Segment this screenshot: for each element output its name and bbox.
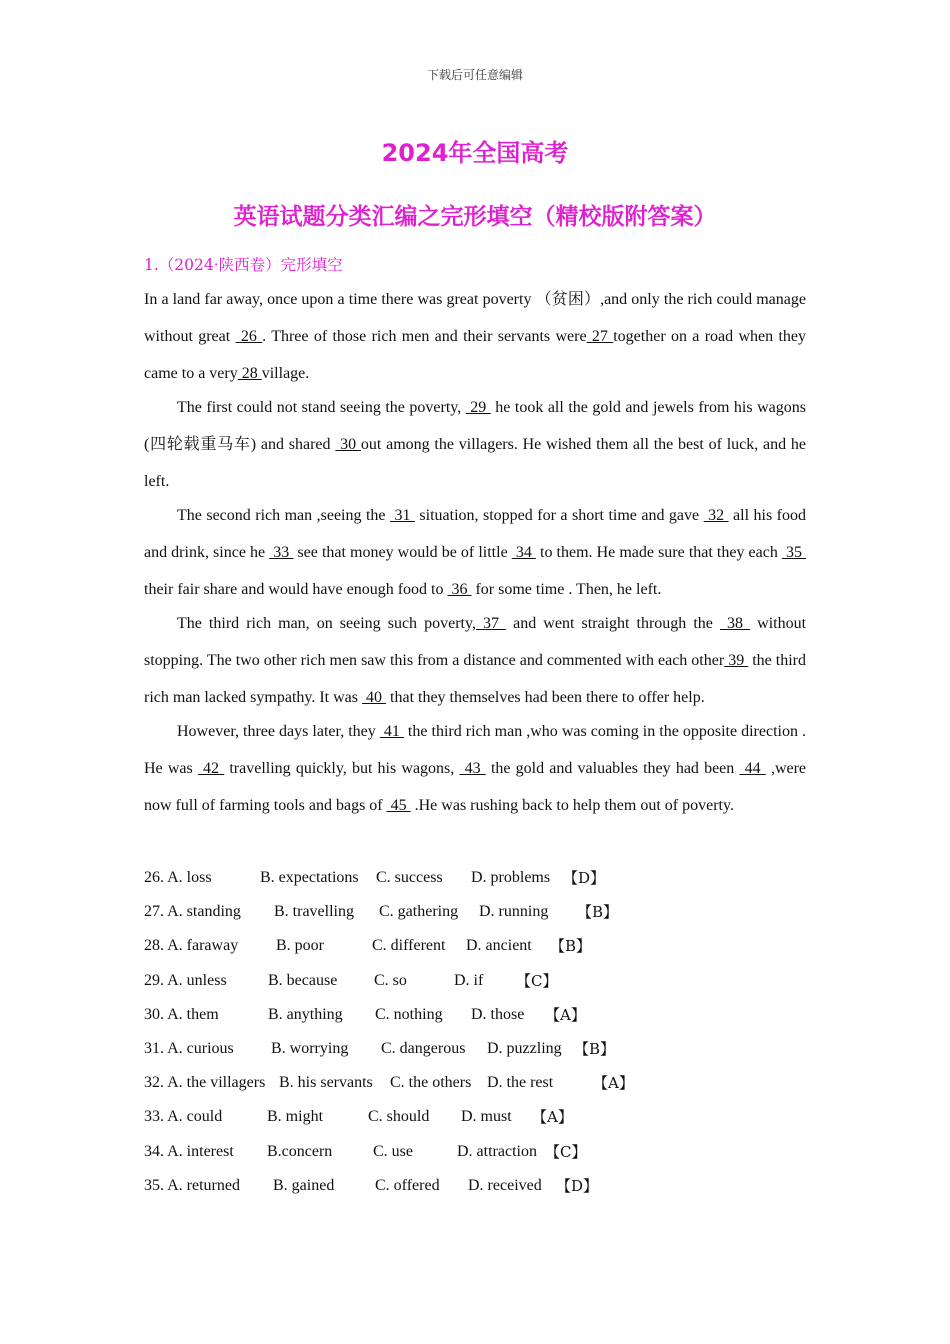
passage-paragraph [144, 389, 806, 500]
option-b: B. expectations [260, 869, 359, 886]
option-c: C. dangerous [381, 1039, 466, 1057]
passage-text: to them. He made sure that they each [535, 544, 782, 561]
answer-key: 【B】 [574, 1039, 616, 1058]
option-a: 34. A. interest [144, 1142, 234, 1160]
blank-number: 34 [511, 544, 536, 561]
option-c: C. so [374, 971, 407, 989]
passage-paragraph [144, 281, 806, 392]
option-d: D. problems [471, 869, 551, 886]
option-a: 31. A. curious [144, 1039, 234, 1057]
option-a: 30. A. them [144, 1005, 219, 1023]
option-c: C. offered [375, 1176, 440, 1194]
blank-number: 26 [235, 328, 263, 345]
option-c: C. gathering [379, 903, 459, 921]
answer-key: 【B】 [550, 937, 592, 956]
section-heading: 1.（2024·陕西卷）完形填空 [144, 256, 343, 274]
passage-text: he took all the gold and jewels from his wagons (四轮载重马车) and shared [144, 399, 806, 453]
option-b: B. his servants [279, 1074, 373, 1092]
option-d: D. attraction [457, 1142, 537, 1160]
option-row [144, 998, 844, 1032]
option-b: B. anything [268, 1005, 343, 1023]
answer-key: 【C】 [545, 1142, 587, 1161]
option-a: 32. A. the villagers [144, 1074, 266, 1092]
passage-text: the third rich man ,who was coming in the opposite direction . He was [144, 723, 807, 777]
blank-number: 28 [237, 365, 262, 382]
option-a: 26. A. loss [144, 869, 212, 886]
blank-number: 43 [459, 760, 486, 777]
option-d: D. those [471, 1005, 525, 1023]
blank-number: 38 [719, 615, 751, 632]
option-d: D. must [461, 1108, 512, 1126]
passage-text: However, three days later, they [177, 723, 380, 740]
option-b: B. because [268, 971, 338, 989]
option-c: C. different [372, 937, 446, 955]
option-b: B. gained [273, 1176, 335, 1194]
option-c: C. should [368, 1108, 430, 1126]
option-row [144, 1135, 844, 1169]
passage-text: the third rich man lacked sympathy. It was [144, 652, 807, 706]
passage-text: for some time . Then, he left. [471, 581, 662, 598]
passage-text: together on a road when they came to a very [144, 328, 807, 382]
passage-text: out among the villagers. He wished them all the best of luck, and he left. [144, 436, 806, 490]
option-a: 28. A. faraway [144, 937, 239, 955]
answer-key: 【C】 [516, 971, 558, 990]
option-c: C. nothing [375, 1005, 443, 1023]
option-a: 29. A. unless [144, 971, 227, 989]
passage-paragraph [144, 497, 806, 608]
answer-key: 【A】 [593, 1074, 634, 1093]
passage-text: that they themselves had been there to offer help. [386, 689, 705, 706]
option-row [144, 1169, 844, 1203]
blank-number: 35 [781, 544, 807, 561]
option-a: 33. A. could [144, 1108, 223, 1126]
blank-number: 44 [739, 760, 766, 777]
passage-text: see that money would be of little [293, 544, 512, 561]
passage-text: In a land far away, once upon a time there was great poverty （贫困）,and only the rich could manage without great [144, 291, 806, 345]
passage-text: The first could not stand seeing the poverty, [177, 399, 466, 416]
passage-text: and went straight through the [506, 615, 720, 632]
passage-paragraph [144, 605, 806, 716]
blank-number: 30 [335, 436, 361, 453]
blank-number: 37 [475, 615, 507, 632]
option-d: D. ancient [466, 937, 532, 955]
blank-number: 33 [269, 544, 294, 561]
option-d: D. running [479, 903, 549, 921]
option-a: 27. A. standing [144, 903, 241, 921]
option-d: D. if [454, 971, 484, 989]
passage-text: all his food and drink, since he [144, 507, 806, 561]
answer-key: 【A】 [532, 1108, 573, 1127]
passage-text: their fair share and would have enough food to [144, 581, 448, 598]
passage-text: The second rich man ,seeing the [177, 507, 390, 524]
passage-text: the gold and valuables they had been [485, 760, 740, 777]
option-row [144, 1032, 844, 1066]
blank-number: 42 [197, 760, 225, 777]
blank-number: 32 [703, 507, 729, 524]
blank-number: 31 [390, 507, 415, 524]
document-title: 2024年全国高考 [381, 139, 569, 167]
passage-text: .He was rushing back to help them out of poverty. [410, 797, 734, 814]
option-b: B. might [267, 1108, 324, 1126]
option-c: C. the others [390, 1074, 472, 1092]
answer-key: 【D】 [563, 869, 606, 887]
blank-number: 29 [465, 399, 491, 416]
blank-number: 40 [362, 689, 387, 706]
option-b: B. poor [276, 937, 324, 955]
option-b: B.concern [267, 1142, 333, 1160]
option-row [144, 895, 844, 929]
answer-key: 【A】 [545, 1005, 586, 1024]
cloze-passage [144, 281, 806, 824]
answer-key: 【B】 [577, 903, 619, 922]
passage-text: travelling quickly, but his wagons, [224, 760, 460, 777]
passage-text: ,were now full of farming tools and bags of [144, 760, 807, 814]
option-b: B. travelling [274, 903, 354, 921]
option-a: 35. A. returned [144, 1176, 240, 1194]
passage-text: situation, stopped for a short time and gave [414, 507, 704, 524]
passage-text: without stopping. The two other rich men saw this from a distance and commented with each other [144, 615, 807, 669]
passage-paragraph [144, 713, 806, 824]
option-row [144, 964, 844, 998]
option-row [144, 861, 844, 895]
blank-number: 45 [386, 797, 411, 814]
option-c: C. success [376, 869, 443, 886]
answer-key: 【D】 [556, 1176, 599, 1195]
document-subtitle: 英语试题分类汇编之完形填空（精校版附答案） [233, 204, 717, 230]
blank-number: 36 [447, 581, 472, 598]
option-row [144, 929, 844, 963]
option-row [144, 1066, 844, 1100]
option-d: D. the rest [487, 1074, 554, 1092]
option-b: B. worrying [271, 1039, 349, 1057]
blank-number: 27 [586, 328, 614, 345]
option-c: C. use [373, 1142, 413, 1160]
blank-number: 39 [724, 652, 749, 669]
blank-number: 41 [379, 723, 404, 740]
answer-options [144, 861, 844, 1203]
passage-text: . Three of those rich men and their servants were [262, 328, 587, 345]
passage-text: The third rich man, on seeing such poverty, [177, 615, 476, 632]
header-note: 下载后可任意编辑 [426, 68, 523, 82]
option-d: D. received [468, 1176, 542, 1194]
option-row [144, 1100, 844, 1134]
passage-text: village. [261, 365, 310, 382]
option-d: D. puzzling [487, 1039, 562, 1057]
